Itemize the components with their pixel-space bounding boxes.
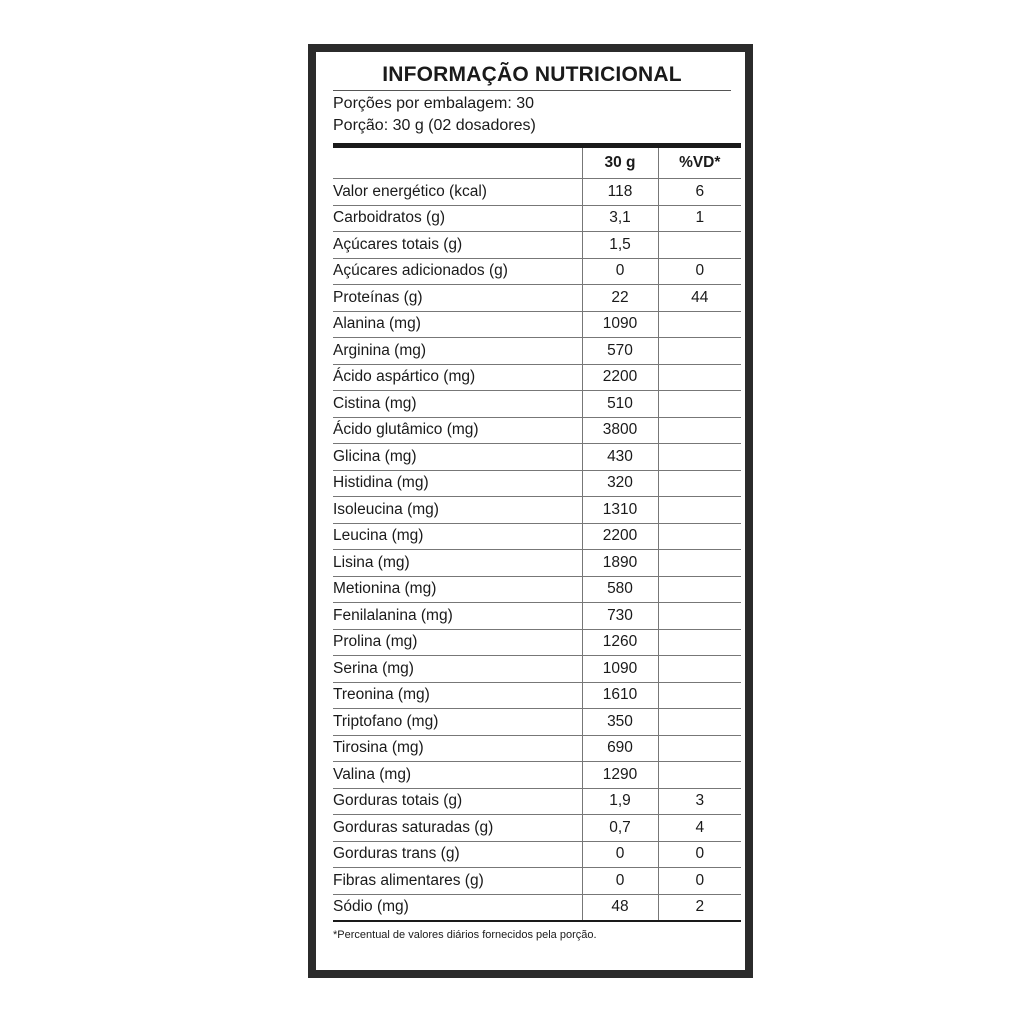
nutrient-daily-value [658,550,741,577]
table-row [333,258,741,285]
nutrient-daily-value: 0 [658,868,741,895]
nutrient-quantity: 1260 [582,629,658,656]
table-row [333,311,741,338]
nutrient-quantity: 3800 [582,417,658,444]
nutrient-daily-value [658,497,741,524]
nutrient-name: Cistina (mg) [333,391,582,418]
nutrient-daily-value [658,576,741,603]
nutrient-name: Alanina (mg) [333,311,582,338]
nutrition-rows [333,179,741,922]
nutrient-name: Leucina (mg) [333,523,582,550]
footnote: *Percentual de valores diários fornecidos pela porção. [333,929,597,941]
nutrient-quantity: 0,7 [582,815,658,842]
nutrient-quantity: 1290 [582,762,658,789]
nutrient-name: Fibras alimentares (g) [333,868,582,895]
nutrient-name: Glicina (mg) [333,444,582,471]
nutrient-daily-value [658,735,741,762]
table-header-row [333,146,741,179]
nutrient-name: Açúcares adicionados (g) [333,258,582,285]
nutrient-quantity: 430 [582,444,658,471]
label-title: INFORMAÇÃO NUTRICIONAL [333,52,731,91]
nutrient-quantity: 690 [582,735,658,762]
table-row [333,682,741,709]
nutrient-quantity: 580 [582,576,658,603]
nutrient-name: Arginina (mg) [333,338,582,365]
table-row [333,629,741,656]
nutrient-quantity: 2200 [582,523,658,550]
nutrient-quantity: 730 [582,603,658,630]
nutrient-quantity: 3,1 [582,205,658,232]
header-nutrient [333,146,582,179]
nutrient-quantity: 1,9 [582,788,658,815]
nutrient-daily-value: 3 [658,788,741,815]
nutrient-quantity: 0 [582,258,658,285]
nutrient-name: Sódio (mg) [333,898,409,916]
nutrient-name: Treonina (mg) [333,682,582,709]
nutrient-name: Valina (mg) [333,762,582,789]
nutrient-daily-value [658,391,741,418]
nutrient-quantity: 118 [582,179,658,206]
nutrient-daily-value: 2 [658,894,741,921]
nutrient-daily-value [658,656,741,683]
table-row [333,364,741,391]
table-row [333,497,741,524]
nutrient-name: Isoleucina (mg) [333,497,582,524]
nutrient-quantity: 1090 [582,311,658,338]
nutrient-daily-value: 6 [658,179,741,206]
table-row [333,285,741,312]
nutrient-name: Prolina (mg) [333,629,582,656]
table-row [333,391,741,418]
table-row [333,550,741,577]
header-quantity: 30 g [582,146,658,179]
nutrient-daily-value: 1 [658,205,741,232]
nutrient-daily-value [658,311,741,338]
table-row [333,815,741,842]
nutrient-name: Serina (mg) [333,656,582,683]
nutrient-quantity: 48 [582,894,658,921]
table-row [333,894,741,921]
nutrient-quantity: 570 [582,338,658,365]
nutrient-daily-value: 0 [658,841,741,868]
nutrient-name: Gorduras totais (g) [333,788,582,815]
nutrient-daily-value [658,417,741,444]
table-row [333,232,741,259]
serving-info [333,91,737,143]
nutrient-daily-value [658,364,741,391]
nutrition-label-panel [316,52,745,970]
nutrient-daily-value [658,603,741,630]
nutrient-daily-value [658,338,741,365]
nutrient-quantity: 320 [582,470,658,497]
nutrient-daily-value: 4 [658,815,741,842]
nutrient-name: Carboidratos (g) [333,205,582,232]
nutrient-name: Ácido aspártico (mg) [333,364,582,391]
table-row [333,735,741,762]
nutrient-quantity: 1310 [582,497,658,524]
table-row [333,576,741,603]
table-row [333,338,741,365]
nutrient-name: Metionina (mg) [333,576,582,603]
table-row [333,205,741,232]
nutrient-daily-value [658,629,741,656]
table-row [333,788,741,815]
table-row [333,603,741,630]
nutrient-daily-value: 0 [658,258,741,285]
nutrient-daily-value [658,523,741,550]
nutrient-quantity: 1610 [582,682,658,709]
nutrient-daily-value: 44 [658,285,741,312]
table-row [333,179,741,206]
table-row [333,709,741,736]
nutrition-label [308,44,753,978]
nutrient-daily-value [658,762,741,789]
nutrient-name: Tirosina (mg) [333,735,582,762]
nutrient-daily-value [658,444,741,471]
nutrient-daily-value [658,682,741,709]
nutrient-quantity: 1890 [582,550,658,577]
nutrient-name: Gorduras trans (g) [333,841,582,868]
nutrient-quantity: 2200 [582,364,658,391]
table-row [333,523,741,550]
header-daily-value: %VD* [658,146,741,179]
nutrient-quantity: 510 [582,391,658,418]
nutrient-quantity: 350 [582,709,658,736]
nutrient-name: Triptofano (mg) [333,709,582,736]
table-row [333,444,741,471]
table-row [333,841,741,868]
nutrient-name: Açúcares totais (g) [333,232,582,259]
nutrient-quantity: 0 [582,868,658,895]
nutrient-name: Fenilalanina (mg) [333,603,582,630]
table-row [333,656,741,683]
nutrient-daily-value [658,232,741,259]
nutrient-daily-value [658,470,741,497]
nutrient-name: Valor energético (kcal) [333,179,582,206]
serving-size: Porção: 30 g (02 dosadores) [333,117,536,134]
nutrient-name: Ácido glutâmico (mg) [333,417,582,444]
nutrient-quantity: 1,5 [582,232,658,259]
nutrient-daily-value [658,709,741,736]
nutrition-table [333,143,741,922]
nutrient-name: Lisina (mg) [333,550,582,577]
table-row [333,868,741,895]
nutrient-quantity: 22 [582,285,658,312]
table-row [333,417,741,444]
nutrient-quantity: 0 [582,841,658,868]
table-row [333,470,741,497]
nutrient-name: Proteínas (g) [333,285,582,312]
nutrient-quantity: 1090 [582,656,658,683]
servings-per-package: Porções por embalagem: 30 [333,95,534,112]
nutrient-name: Gorduras saturadas (g) [333,815,582,842]
table-row [333,762,741,789]
nutrient-name: Histidina (mg) [333,470,582,497]
